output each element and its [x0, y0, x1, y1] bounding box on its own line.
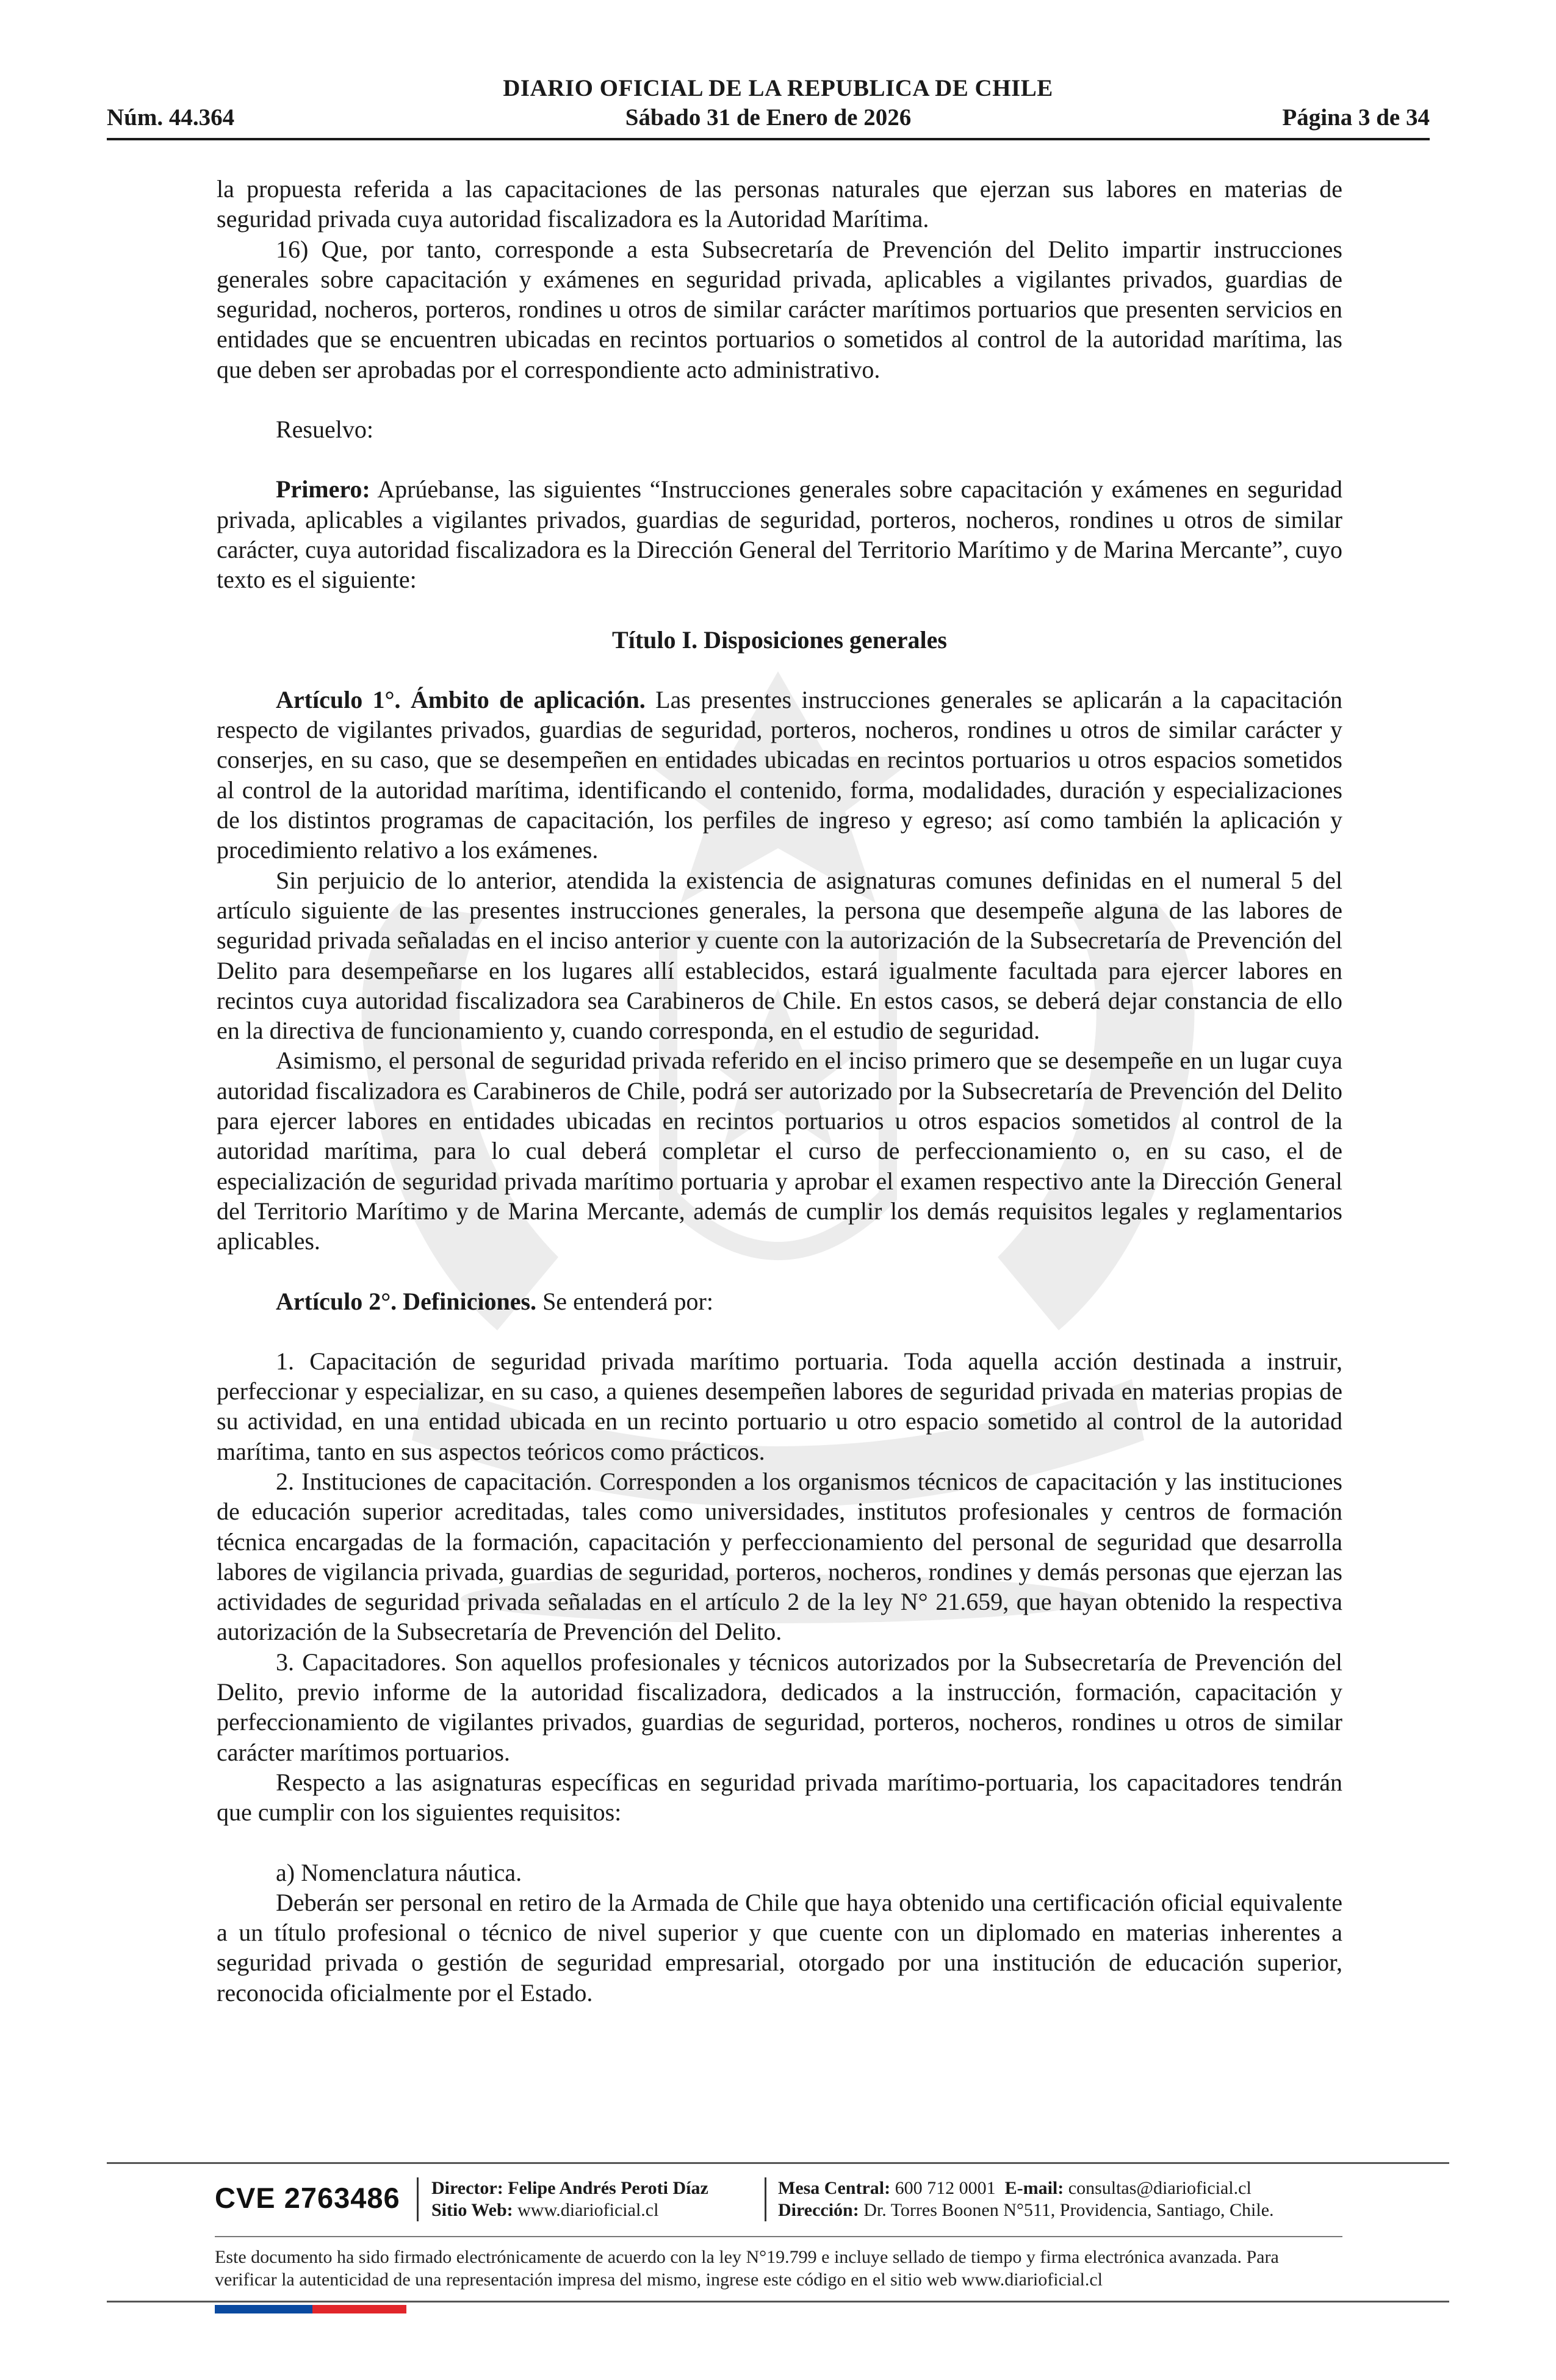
paragraph: 16) Que, por tanto, corresponde a esta Subsecretaría de Prevención del Delito impartir instrucciones generales sobre capacitación y exámenes en seguridad privada, aplicables a vigilantes privados, guardias de seguridad, nocheros, porteros, rondines u otros de similar carácter marítimos portuarios que presenten servicios en entidades que se encuentren ubicadas en recintos portuarios o sometidos al control de la autoridad marítima, las que deben ser aprobadas por el correspondiente acto administrativo.: [217, 235, 1342, 383]
mesa-value: 600 712 0001: [890, 2178, 996, 2198]
paragraph: Asimismo, el personal de seguridad privada referido en el inciso primero que se desempeñe en un lugar cuya autoridad fiscalizadora es Carabineros de Chile, podrá ser autorizado por la Subsecretaría de Prevención del Delito para ejercer labores en entidades ubicadas en recintos portuarios u otros espacios sometidos al control de la autoridad marítima, para lo cual deberá completar el curso de perfeccionamiento o, en su caso, el de especialización de seguridad privada marítimo portuaria y aprobar el examen respectivo ante la Dirección General del Territorio Marítimo y de Marina Mercante, además de cumplir los demás requisitos legales y reglamentarios aplicables.: [217, 1047, 1342, 1255]
primero-text: Aprúebanse, las siguientes “Instrucciones generales sobre capacitación y exámenes en seguridad privada, aplicables a vigilantes privados, guardias de seguridad, porteros, nocheros, rondines u otros de similar carácter, cuya autoridad fiscalizadora es la Dirección General del Territorio Marítimo y de Marina Mercante”, cuyo texto es el siguiente:: [217, 475, 1342, 594]
paragraph: Respecto a las asignaturas específicas en seguridad privada marítimo-portuaria, los capacitadores tendrán que cumplir con los siguientes requisitos:: [217, 1768, 1342, 1826]
definition-item: 2. Instituciones de capacitación. Corresponden a los organismos técnicos de capacitación y las instituciones de educación superior acreditadas, tales como universidades, institutos profesionales y centros de formación técnica encargadas de la formación, capacitación y perfeccionamiento del personal de seguridad que desarrolla labores de vigilancia privada, guardias de seguridad, porteros, nocheros, rondines y demás personas que ejerzan las actividades de seguridad privada señaladas en el artículo 2 de la ley N° 21.659, que hayan obtenido la respectiva autorización de la Subsecretaría de Prevención del Delito.: [217, 1467, 1342, 1646]
paragraph: la propuesta referida a las capacitaciones de las personas naturales que ejerzan sus labores en materias de seguridad privada cuya autoridad fiscalizadora es la Autoridad Marítima.: [217, 175, 1342, 233]
article-2-text: Se entenderá por:: [536, 1287, 713, 1315]
article-2-label: Artículo 2°. Definiciones.: [276, 1287, 537, 1315]
article-2: [217, 1286, 1342, 1316]
paragraph: Sin perjuicio de lo anterior, atendida la existencia de asignaturas comunes definidas en el numeral 5 del artículo siguiente de las presentes instrucciones generales, la persona que desempeñe alguna de las labores de seguridad privada señaladas en el inciso anterior y cuente con la autorización de la Subsecretaría de Prevención del Delito para desempeñarse en los lugares allí establecidos, estará igualmente facultada para ejercer labores en recintos cuya autoridad fiscalizadora sea Carabineros de Chile. En estos casos, se deberá dejar constancia de ello en la directiva de funcionamiento y, cuando corresponda, en el estudio de seguridad.: [217, 866, 1342, 1045]
email-label: E-mail:: [1004, 2178, 1064, 2198]
director-label: Director:: [431, 2178, 503, 2198]
mesa-label: Mesa Central:: [778, 2178, 891, 2198]
header-row: [107, 104, 1430, 132]
issue-date: Sábado 31 de Enero de 2026: [625, 104, 912, 131]
definition-item: 3. Capacitadores. Son aquellos profesionales y técnicos autorizados por la Subsecretaría de Prevención del Delito, previo informe de la autoridad fiscalizadora, dedicados a la instrucción, formación, capacitación y perfeccionamiento de vigilantes privados, guardias de seguridad, porteros, nocheros, rondines u otros de similar carácter marítimos portuarios.: [217, 1648, 1342, 1766]
signature-note: Este documento ha sido firmado electrónicamente de acuerdo con la ley N°19.799 e incluye sellado de tiempo y firma electrónica avanzada. Para verificar la autenticidad de una representación impresa del mismo, ingrese este código en el sitio web www.diarioficial.cl: [215, 2247, 1279, 2290]
article-1-text: Las presentes instrucciones generales se aplicarán a la capacitación respecto de vigilantes privados, guardias de seguridad, porteros, nocheros, rondines u otros de similar carácter y conserjes, en su caso, que se desempeñen en entidades ubicadas en recintos portuarios u otros espacios sometidos al control de la autoridad marítima, identificando el contenido, forma, modalidades, duración y especializaciones de los distintos programas de capacitación, los perfiles de ingreso y egreso; así como también la aplicación y procedimiento relativo a los exámenes.: [217, 685, 1342, 864]
flag-bar-blue: [215, 2305, 312, 2313]
footer-separator: [417, 2177, 419, 2221]
address-label: Dirección:: [778, 2200, 859, 2220]
paragraph: Deberán ser personal en retiro de la Armada de Chile que haya obtenido una certificación oficial equivalente a un título profesional o técnico de nivel superior y que cuente con un diplomado en materias inherentes a seguridad privada o gestión de seguridad empresarial, otorgado por una institución de educación superior, reconocida oficialmente por el Estado.: [217, 1888, 1342, 2007]
email-link[interactable]: consultas@diarioficial.cl: [1064, 2178, 1252, 2198]
list-item-heading: a) Nomenclatura náutica.: [276, 1858, 522, 1886]
resolution-primero: [217, 474, 1342, 594]
primero-label: Primero:: [276, 475, 370, 503]
cve-code: CVE 2763486: [215, 2182, 400, 2214]
issue-number: Núm. 44.364: [107, 104, 235, 131]
footer-divider: [215, 2236, 1342, 2237]
definition-item: 1. Capacitación de seguridad privada marítimo portuaria. Toda aquella acción destinada a instruir, perfeccionar y especializar, en su caso, a quienes desempeñen labores de seguridad privada en materias propias de su actividad, en una entidad ubicada en un recinto portuario u otro espacio sometido al control de la autoridad marítima, tanto en sus aspectos teóricos como prácticos.: [217, 1347, 1342, 1465]
article-1: [217, 685, 1342, 865]
footer-director-block: [431, 2177, 708, 2221]
header-divider: [107, 138, 1430, 140]
website-label: Sitio Web:: [431, 2200, 513, 2220]
website-link[interactable]: www.diarioficial.cl: [513, 2200, 659, 2220]
director-name: Felipe Andrés Peroti Díaz: [503, 2178, 708, 2198]
footer-contact-block: [778, 2177, 1274, 2221]
footer-divider: [107, 2162, 1449, 2164]
resuelvo-heading: Resuelvo:: [276, 416, 373, 444]
page-number: Página 3 de 34: [1282, 104, 1430, 131]
section-title: Título I. Disposiciones generales: [612, 626, 947, 654]
article-1-label: Artículo 1°. Ámbito de aplicación.: [276, 685, 646, 713]
flag-bar-red: [312, 2305, 406, 2313]
footer-separator: [765, 2177, 766, 2221]
document-body: [217, 174, 1342, 2008]
footer-divider: [107, 2301, 1449, 2302]
newspaper-title: DIARIO OFICIAL DE LA REPUBLICA DE CHILE: [503, 75, 1053, 101]
address-value: Dr. Torres Boonen N°511, Providencia, Santiago, Chile.: [859, 2200, 1274, 2220]
